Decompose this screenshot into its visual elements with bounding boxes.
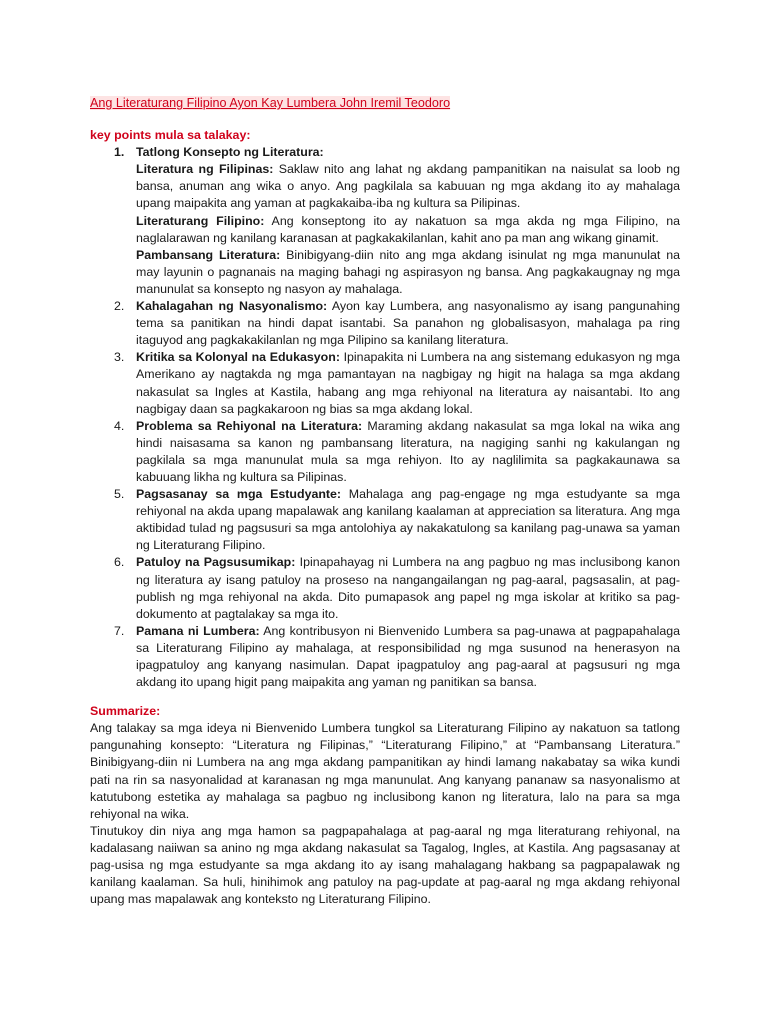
summary-heading: Summarize:	[90, 704, 161, 719]
title-line	[90, 95, 680, 112]
summary-paragraph: Tinutukoy din niya ang mga hamon sa pagpapahalaga at pag-aaral ng mga literaturang rehiyonal, na kadalasang naiiwan sa anino ng mga akdang nakasulat sa Tagalog, Ingles, at Kastila. Ang pagsasanay at pag-usisa ng mga estudyante sa mga akdang ito ay isang mahalagang hakbang sa pagpapalawak ng kanilang kaalaman. Sa huli, hinihimok ang patuloy na pag-update at pag-aaral ng mga akdang rehiyonal upang mas mapalawak ang konteksto ng Literaturang Filipino.	[90, 823, 680, 907]
list-number: 6.	[114, 555, 125, 570]
list-number: 5.	[114, 487, 125, 502]
list-number: 1.	[114, 145, 125, 160]
list-number: 3.	[114, 350, 125, 365]
list-item: 4. Problema sa Rehiyonal na Literatura: Maraming akdang nakasulat sa mga lokal na wika ang hindi naisasama sa kanon ng pambansang literatura, na nagiging sanhi ng kakulangan ng pagkilala sa mga manunulat mula sa mga rehiyon. Ito ay naglilimita sa pagkakaunawa sa kabuuang likha ng kultura sa Pilipinas.	[114, 418, 680, 484]
list-item	[90, 144, 680, 298]
concept-item: Literaturang Filipino: Ang konseptong ito ay nakatuon sa mga akda ng mga Filipino, na naglalarawan ng kanilang karanasan at pagkakakilanlan, kahit ano pa man ang wikang ginamit.	[136, 213, 681, 245]
document-body	[90, 95, 680, 908]
key-points-heading: key points mula sa talakay:	[90, 128, 251, 143]
list-number: 7.	[114, 623, 125, 638]
list-item: 2. Kahalagahan ng Nasyonalismo: Ayon kay Lumbera, ang nasyonalismo ay isang pangunahing tema sa panitikan na hindi dapat isantabi. Sa panahon ng globalisasyon, mahalaga pa ring itaguyod ang pagkakakilanlan ng mga Pilipino sa kanilang literatura.	[114, 299, 680, 348]
concepts-heading: Tatlong Konsepto ng Literatura:	[136, 145, 324, 160]
summary-paragraph: Ang talakay sa mga ideya ni Bienvenido Lumbera tungkol sa Literaturang Filipino ay nakatuon sa tatlong pangunahing konsepto: “Literatura ng Filipinas,” “Literaturang Filipino,” at “Pambansang Literatura.” Binibigyang-diin ni Lumbera na ang mga akdang pampanitikan ay hindi lamang nakabatay sa wika kundi pati na rin sa nasyonalidad at karanasan ng mga manunulat. Ang kanyang pananaw sa nasyonalismo at katutubong estetika ay mahalaga sa pagbuo ng inclusibong kanon ng literatura, lalo na para sa mga rehiyonal na wika.	[90, 721, 680, 821]
key-points-list	[90, 144, 680, 691]
concept-item: Pambansang Literatura: Binibigyang-diin nito ang mga akdang isinulat ng mga manunulat na may layunin o pagnanais na maging bahagi ng aspirasyon ng bansa. Ang pagkakaugnay ng mga manunulat sa konsepto ng nasyon ay mahalaga.	[136, 247, 680, 296]
list-item: 5. Pagsasanay sa mga Estudyante: Mahalaga ang pag-engage ng mga estudyante sa mga rehiyonal na akda upang mapalawak ang kanilang kaalaman at appreciation sa literatura. Ang mga aktibidad tulad ng pagsusuri sa mga antolohiya ay nakakatulong sa kanilang pag-unawa sa yaman ng Literaturang Filipino.	[114, 487, 680, 553]
list-number: 2.	[114, 299, 125, 314]
list-item: 6. Patuloy na Pagsusumikap: Ipinapahayag ni Lumbera na ang pagbuo ng mas inclusibong kanon ng literatura ay isang patuloy na proseso na nangangailangan ng pag-aaral, pagsasalin, at pag-publish ng mga rehiyonal na akda. Dito pumapasok ang papel ng mga iskolar at kritiko sa pag-dokumento at pagtalakay sa mga ito.	[114, 555, 680, 621]
document-title: Ang Literaturang Filipino Ayon Kay Lumbera John Iremil Teodoro	[90, 96, 451, 110]
list-item: 7. Pamana ni Lumbera: Ang kontribusyon ni Bienvenido Lumbera sa pag-unawa at pagpapahalaga sa Literaturang Filipino ay mahalaga, at responsibilidad ng mga susunod na henerasyon na ipagpatuloy ang kanyang nasimulan. Dapat ipagpatuloy ang pag-aaral at pagsusuri ng mga akdang ito upang higit pang maipakita ang yaman ng panitikan sa bansa.	[114, 623, 681, 690]
concept-item: Literatura ng Filipinas: Saklaw nito ang lahat ng akdang pampanitikan na naisulat sa loob ng bansa, anuman ang wika o anyo. Ang pagkilala sa kabuuan ng mga akdang ito ay mahalaga upang maipakita ang yaman at pagkakaiba-iba ng kultura sa Pilipinas.	[136, 162, 680, 211]
list-number: 4.	[114, 418, 125, 433]
list-item: 3. Kritika sa Kolonyal na Edukasyon: Ipinapakita ni Lumbera na ang sistemang edukasyon ng mga Amerikano ay nagtakda ng mga pamantayan na nagbigay ng higit na halaga sa mga akdang nakasulat sa Ingles at Kastila, habang ang mga rehiyonal na literatura ay naisantabi. Ito ang nagbigay daan sa pagkakaroon ng bias sa mga akdang lokal.	[114, 350, 680, 416]
